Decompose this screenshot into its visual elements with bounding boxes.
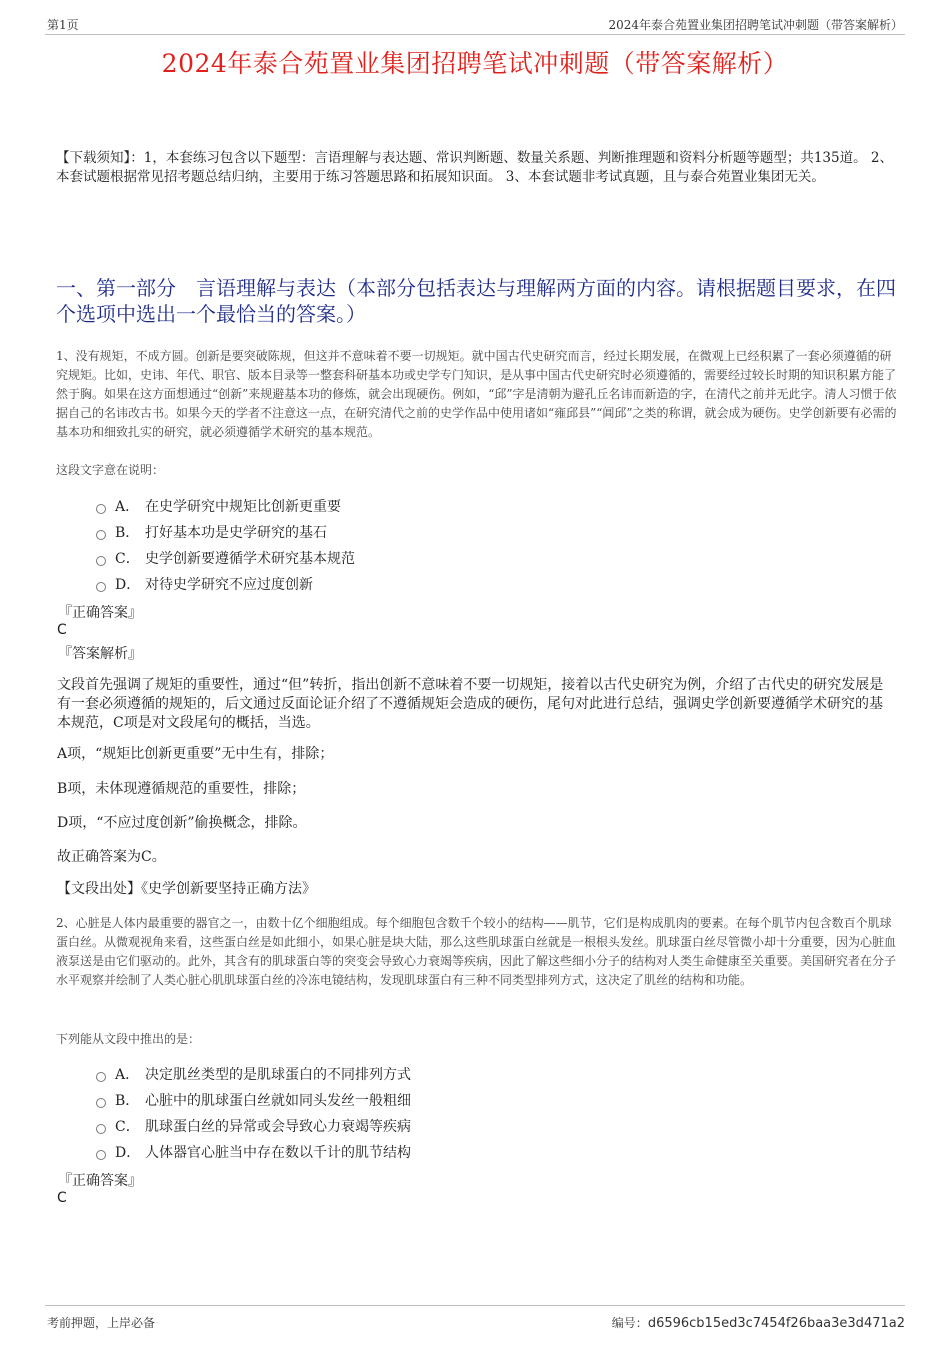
correct-answer: C — [57, 1190, 67, 1206]
option-d[interactable] — [96, 571, 355, 597]
option-letter: D． — [115, 577, 141, 593]
page-number: 第1页 — [47, 18, 79, 32]
option-letter: A． — [115, 499, 140, 515]
radio-icon[interactable] — [96, 582, 106, 592]
document-title: 2024年泰合苑置业集团招聘笔试冲刺题（带答案解析） — [161, 49, 789, 78]
document-code — [612, 1314, 905, 1331]
radio-icon[interactable] — [96, 1098, 106, 1108]
option-letter: B． — [115, 525, 140, 541]
text-source: 【文段出处】《史学创新要坚持正确方法》 — [57, 881, 316, 897]
radio-icon[interactable] — [96, 1072, 106, 1082]
analysis-paragraph: 文段首先强调了规矩的重要性，通过“但”转折，指出创新不意味着不要一切规矩，接着以古代史研究为例，介绍了古代史的研究发展是有一套必须遵循的规矩的，后文通过反面论证介绍了不遵循规矩会造成的硬伤，尾句对此进行总结，强调史学创新要遵循学术研究的基本规范，C项是对文段尾句的概括，当选。 — [57, 677, 884, 731]
option-letter: C． — [115, 551, 140, 567]
option-text: 在史学研究中规矩比创新更重要 — [145, 499, 341, 515]
option-a[interactable] — [96, 1061, 411, 1087]
footer-slogan: 考前押题，上岸必备 — [47, 1316, 156, 1330]
question-1-prompt: 这段文字意在说明： — [56, 463, 165, 477]
option-letter: D． — [115, 1145, 141, 1161]
radio-icon[interactable] — [96, 504, 106, 514]
option-text: 史学创新要遵循学术研究基本规范 — [145, 551, 355, 567]
option-letter: A． — [115, 1067, 140, 1083]
option-text: 决定肌丝类型的是肌球蛋白的不同排列方式 — [145, 1067, 411, 1083]
section-heading: 一、第一部分 言语理解与表达（本部分包括表达与理解两方面的内容。请根据题目要求，在四个选项中选出一个最恰当的答案。） — [56, 276, 896, 326]
option-c[interactable] — [96, 1113, 411, 1139]
download-notice: 【下载须知】：1，本套练习包含以下题型：言语理解与表达题、常识判断题、数量关系题、判断推理题和资料分析题等题型；共135道。 2、本套试题根据常见招考题总结归纳，主要用于练习答题思路和拓展知识面。 3、本套试题非考试真题，且与泰合苑置业集团无关。 — [56, 150, 893, 185]
code-label: 编号： — [611, 1316, 648, 1330]
analysis-option-a: A项，“规矩比创新更重要”无中生有，排除； — [57, 746, 334, 762]
radio-icon[interactable] — [96, 1124, 106, 1134]
correct-answer-label: 『正确答案』 — [58, 1173, 142, 1189]
question-1-text: 1、没有规矩，不成方圆。创新是要突破陈规，但这并不意味着不要一切规矩。就中国古代史研究而言，经过长期发展，在微观上已经积累了一套必须遵循的研究规矩。比如，史讳、年代、职官、版本目录等一整套科研基本功或史学专门知识，是从事中国古代史研究时必须遵循的，需要经过较长时期的知识积累方能了然于胸。如果在这方面想通过“创新”来规避基本功的修炼，就会出现硬伤。例如，“邱”字是清朝为避孔丘名讳而新造的字，在清代之前并无此字。清人习惯于依据自己的名讳改古书。如果今天的学者不注意这一点，在研究清代之前的史学作品中使用诸如“雍邱县”“阊邱”之类的称谓，就会成为硬伤。史学创新要有必需的基本功和细致扎实的研究，就必须遵循学术研究的基本规范。 — [56, 349, 897, 439]
correct-answer-label: 『正确答案』 — [58, 605, 142, 621]
page-header — [45, 14, 905, 35]
radio-icon[interactable] — [96, 1150, 106, 1160]
code-value: d6596cb15ed3c7454f26baa3e3d471a2 — [647, 1316, 905, 1331]
question-2-prompt: 下列能从文段中推出的是： — [56, 1032, 201, 1046]
analysis-conclusion: 故正确答案为C。 — [57, 849, 166, 865]
option-text: 对待史学研究不应过度创新 — [145, 577, 313, 593]
page-footer — [45, 1305, 905, 1334]
radio-icon[interactable] — [96, 530, 106, 540]
option-b[interactable] — [96, 519, 355, 545]
option-text: 人体器官心脏当中存在数以千计的肌节结构 — [145, 1145, 411, 1161]
option-letter: B． — [115, 1093, 140, 1109]
option-b[interactable] — [96, 1087, 411, 1113]
radio-icon[interactable] — [96, 556, 106, 566]
correct-answer: C — [57, 622, 67, 638]
option-text: 心脏中的肌球蛋白丝就如同头发丝一般粗细 — [145, 1093, 411, 1109]
analysis-label: 『答案解析』 — [58, 646, 142, 662]
option-c[interactable] — [96, 545, 355, 571]
option-text: 打好基本功是史学研究的基石 — [145, 525, 327, 541]
option-a[interactable] — [96, 493, 355, 519]
option-d[interactable] — [96, 1139, 411, 1165]
question-1-options — [96, 493, 355, 597]
question-2-options — [96, 1061, 411, 1165]
header-doc-title: 2024年泰合苑置业集团招聘笔试冲刺题（带答案解析） — [608, 18, 903, 32]
option-letter: C． — [115, 1119, 140, 1135]
analysis-option-d: D项，“不应过度创新”偷换概念，排除。 — [57, 815, 307, 831]
option-text: 肌球蛋白丝的异常或会导致心力衰竭等疾病 — [145, 1119, 411, 1135]
question-2-text: 2、心脏是人体内最重要的器官之一，由数十亿个细胞组成。每个细胞包含数千个较小的结构——肌节，它们是构成肌肉的要素。在每个肌节内包含数百个肌球蛋白丝。从微观视角来看，这些蛋白丝是如此细小，如果心脏是块大陆，那么这些肌球蛋白丝就是一根根头发丝。肌球蛋白丝尽管微小却十分重要，因为心脏血液泵送是由它们驱动的。此外，其含有的肌球蛋白等的突变会导致心力衰竭等疾病，因此了解这些细小分子的结构对人类生命健康至关重要。美国研究者在分子水平观察并绘制了人类心脏心肌肌球蛋白丝的冷冻电镜结构，发现肌球蛋白有三种不同类型排列方式，这决定了肌丝的结构和功能。 — [56, 916, 897, 987]
analysis-option-b: B项，未体现遵循规范的重要性，排除； — [57, 781, 306, 797]
